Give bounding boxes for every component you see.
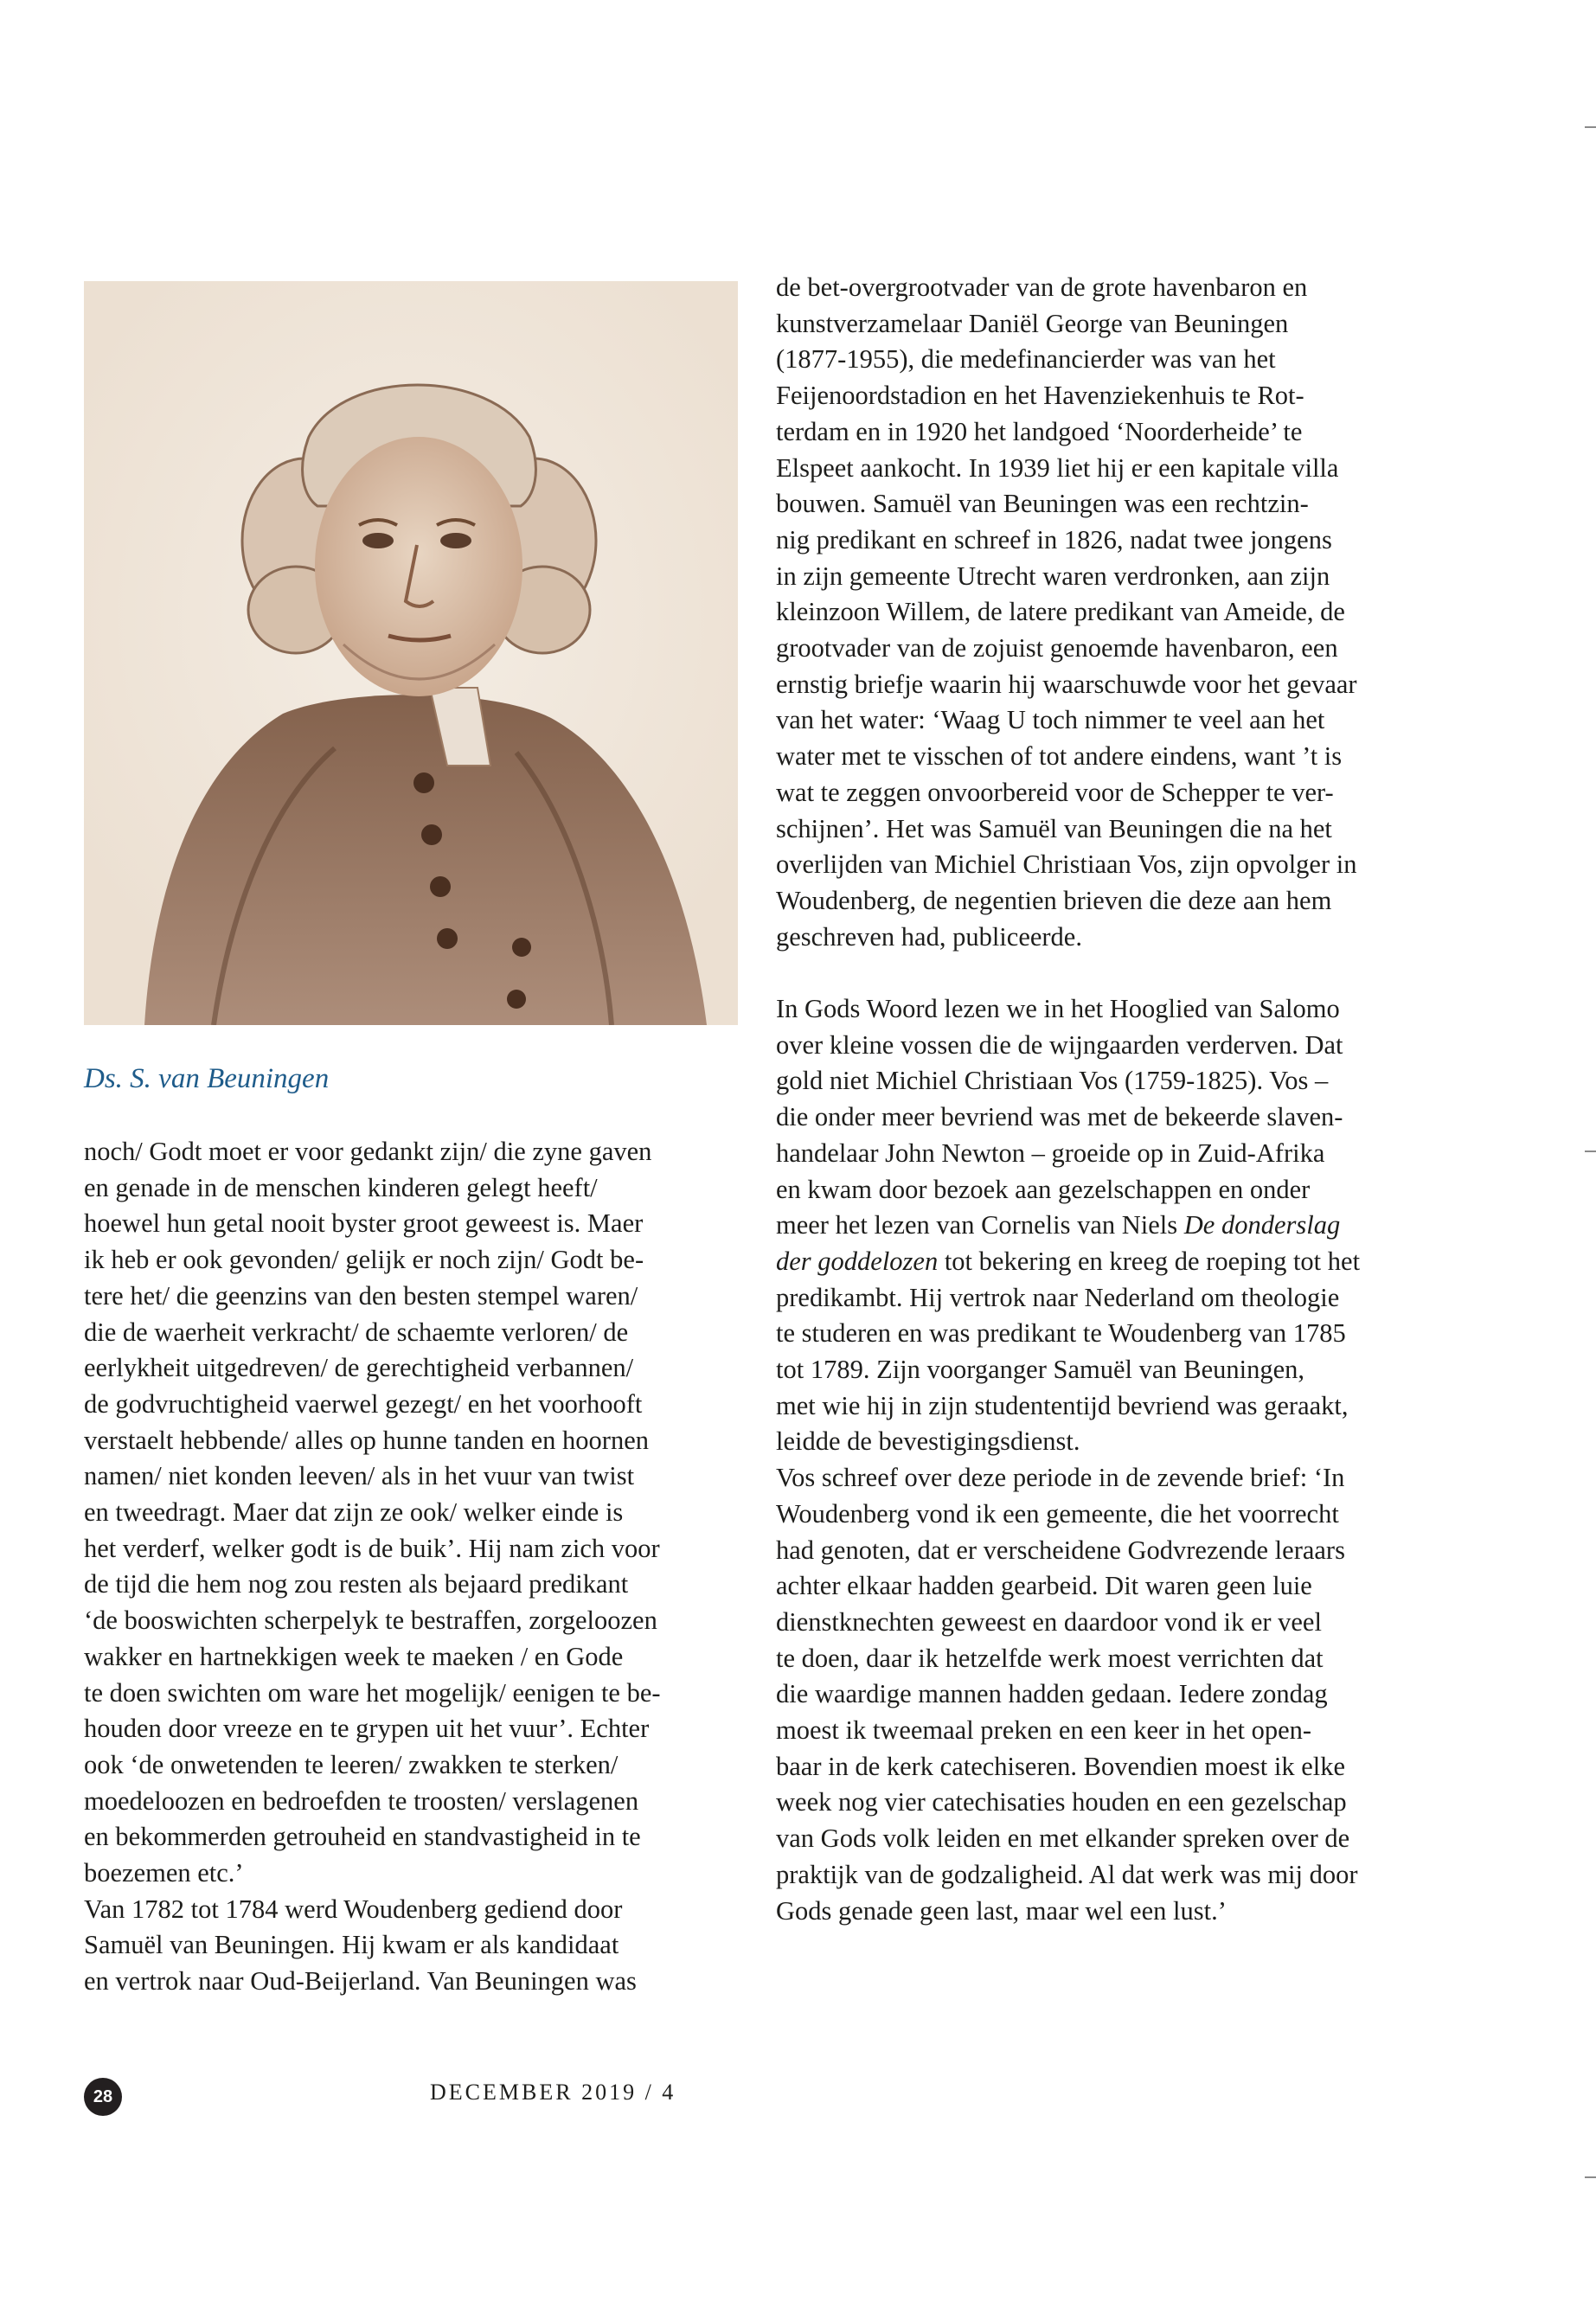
- text-line: met wie hij in zijn studententijd bevriend was geraakt,: [776, 1390, 1349, 1420]
- text-line: verstaelt hebbende/ alles op hunne tanden en hoornen: [84, 1425, 649, 1455]
- text-line: en bekommerden getrouheid en standvastigheid in te: [84, 1822, 641, 1852]
- text-line: te studeren en was predikant te Woudenberg van 1785: [776, 1318, 1346, 1349]
- text-line: en vertrok naar Oud-Beijerland. Van Beuningen was: [84, 1966, 637, 1997]
- text-line: en genade in de menschen kinderen gelegt heeft/: [84, 1172, 598, 1202]
- text-line: achter elkaar hadden gearbeid. Dit waren geen luie: [776, 1571, 1312, 1601]
- text-line: de bet-overgrootvader van de grote havenbaron en: [776, 272, 1308, 302]
- text-line: en kwam door bezoek aan gezelschappen en onder: [776, 1174, 1311, 1204]
- text-line: die waardige mannen hadden gedaan. Iedere zondag: [776, 1679, 1328, 1709]
- text-line: over kleine vossen die de wijngaarden verderven. Dat: [776, 1029, 1343, 1060]
- text-line: [776, 1208, 1433, 1244]
- text-line: Woudenberg, de negentien brieven die deze aan hem: [776, 885, 1332, 915]
- text-line: week nog vier catechisaties houden en een gezelschap: [776, 1787, 1347, 1817]
- issue-label: DECEMBER 2019 / 4: [430, 2080, 676, 2105]
- text-line: Gods genade geen last, maar wel een lust.’: [776, 1895, 1227, 1926]
- text-line: kunstverzamelaar Daniël George van Beuningen: [776, 308, 1289, 338]
- text-line: eerlykheit uitgedreven/ de gerechtigheid verbannen/: [84, 1353, 634, 1383]
- text-line: ‘de booswichten scherpelyk te bestraffen, zorgeloozen: [84, 1606, 657, 1636]
- portrait-caption: Ds. S. van Beuningen: [84, 1063, 330, 1094]
- text-line: dienstknechten geweest en daardoor vond ik er veel: [776, 1606, 1322, 1637]
- text-line: en tweedragt. Maer dat zijn ze ook/ welker einde is: [84, 1497, 624, 1528]
- text-line: houden door vreeze en te grypen uit het vuur’. Echter: [84, 1714, 650, 1744]
- book-title-part1: De donderslag: [1183, 1210, 1341, 1240]
- text-fragment: tot bekering en kreeg de roeping tot het: [938, 1246, 1361, 1276]
- text-line: noch/ Godt moet er voor gedankt zijn/ die zyne gaven: [84, 1137, 652, 1166]
- text-line: [776, 1244, 1433, 1280]
- text-line: water met te visschen of tot andere eindens, want ’t is: [776, 741, 1343, 772]
- text-line: nig predikant en schreef in 1826, nadat twee jongens: [776, 524, 1332, 554]
- text-line: ernstig briefje waarin hij waarschuwde voor het gevaar: [776, 669, 1357, 699]
- book-title-part2: der goddelozen: [776, 1246, 939, 1276]
- text-line: (1877-1955), die medefinancierder was van het: [776, 344, 1276, 375]
- text-line: ik heb er ook gevonden/ gelijk er noch zijn/ Godt be-: [84, 1245, 644, 1275]
- crop-mark: [1585, 1150, 1596, 1152]
- text-line: moedeloozen en bedroefden te troosten/ verslagenen: [84, 1785, 639, 1816]
- text-line: gold niet Michiel Christiaan Vos (1759-1825). Vos –: [776, 1066, 1329, 1096]
- text-line: het verderf, welker godt is de buik’. Hij nam zich voor: [84, 1533, 660, 1563]
- text-line: praktijk van de godzaligheid. Al dat werk was mij door: [776, 1859, 1358, 1889]
- text-line: baar in de kerk catechiseren. Bovendien moest ik elke: [776, 1751, 1346, 1781]
- text-line: namen/ niet konden leeven/ als in het vuur van twist: [84, 1461, 635, 1491]
- left-text-column: [84, 1134, 743, 2000]
- text-line: schijnen’. Het was Samuël van Beuningen die na het: [776, 813, 1332, 843]
- text-line: tot 1789. Zijn voorganger Samuël van Beuningen,: [776, 1355, 1305, 1385]
- text-line: kleinzoon Willem, de latere predikant van Ameide, de: [776, 597, 1345, 627]
- text-line: predikambt. Hij vertrok naar Nederland om theologie: [776, 1282, 1340, 1312]
- text-line: die onder meer bevriend was met de bekeerde slaven-: [776, 1102, 1343, 1132]
- text-line: te doen swichten om ware het mogelijk/ eenigen te be-: [84, 1677, 661, 1708]
- right-text-column-top: [776, 270, 1433, 955]
- text-line: Vos schreef over deze periode in de zevende brief: ‘In: [776, 1463, 1345, 1493]
- text-line: boezemen etc.’: [84, 1858, 244, 1888]
- text-line: van het water: ‘Waag U toch nimmer te veel aan het: [776, 705, 1325, 735]
- text-line: de tijd die hem nog zou resten als bejaard predikant: [84, 1569, 629, 1599]
- text-line: overlijden van Michiel Christiaan Vos, zijn opvolger in: [776, 849, 1357, 880]
- right-text-column-bottom: [776, 991, 1433, 1929]
- text-line: moest ik tweemaal preken en een keer in het open-: [776, 1715, 1312, 1746]
- text-line: de godvruchtigheid vaerwel gezegt/ en het voorhooft: [84, 1388, 643, 1419]
- text-line: had genoten, dat er verscheidene Godvrezende leraars: [776, 1535, 1345, 1565]
- crop-mark: [1585, 126, 1596, 128]
- text-line: Feijenoordstadion en het Havenziekenhuis te Rot-: [776, 381, 1304, 411]
- text-line: die de waerheit verkracht/ de schaemte verloren/ de: [84, 1317, 629, 1347]
- crop-mark: [1585, 2176, 1596, 2178]
- text-line: hoewel hun getal nooit byster groot geweest is. Maer: [84, 1208, 644, 1239]
- text-line: bouwen. Samuël van Beuningen was een rechtzin-: [776, 489, 1309, 519]
- text-line: wakker en hartnekkigen week te maeken / en Gode: [84, 1641, 624, 1671]
- text-line: ook ‘de onwetenden te leeren/ zwakken te sterken/: [84, 1749, 619, 1779]
- text-line: handelaar John Newton – groeide op in Zuid-Afrika: [776, 1138, 1325, 1168]
- text-line: In Gods Woord lezen we in het Hooglied van Salomo: [776, 994, 1340, 1023]
- portrait-image: [84, 281, 738, 1025]
- text-line: grootvader van de zojuist genoemde havenbaron, een: [776, 633, 1338, 663]
- text-line: Samuël van Beuningen. Hij kwam er als kandidaat: [84, 1930, 619, 1960]
- text-fragment: meer het lezen van Cornelis van Niels: [776, 1210, 1184, 1240]
- text-line: terdam en in 1920 het landgoed ‘Noorderheide’ te: [776, 416, 1303, 446]
- text-line: tere het/ die geenzins van den besten stempel waren/: [84, 1280, 638, 1311]
- text-line: in zijn gemeente Utrecht waren verdronken, aan zijn: [776, 561, 1330, 591]
- text-line: Woudenberg vond ik een gemeente, die het voorrecht: [776, 1498, 1339, 1529]
- text-line: wat te zeggen onvoorbereid voor de Schepper te ver-: [776, 777, 1334, 807]
- text-line: leidde de bevestigingsdienst.: [776, 1426, 1080, 1457]
- text-line: Van 1782 tot 1784 werd Woudenberg gediend door: [84, 1894, 623, 1924]
- text-line: te doen, daar ik hetzelfde werk moest verrichten dat: [776, 1643, 1324, 1673]
- page-number-badge: 28: [84, 2078, 122, 2116]
- text-line: Elspeet aankocht. In 1939 liet hij er een kapitale villa: [776, 452, 1339, 483]
- text-line: van Gods volk leiden en met elkander spreken over de: [776, 1823, 1350, 1854]
- text-line: geschreven had, publiceerde.: [776, 921, 1082, 952]
